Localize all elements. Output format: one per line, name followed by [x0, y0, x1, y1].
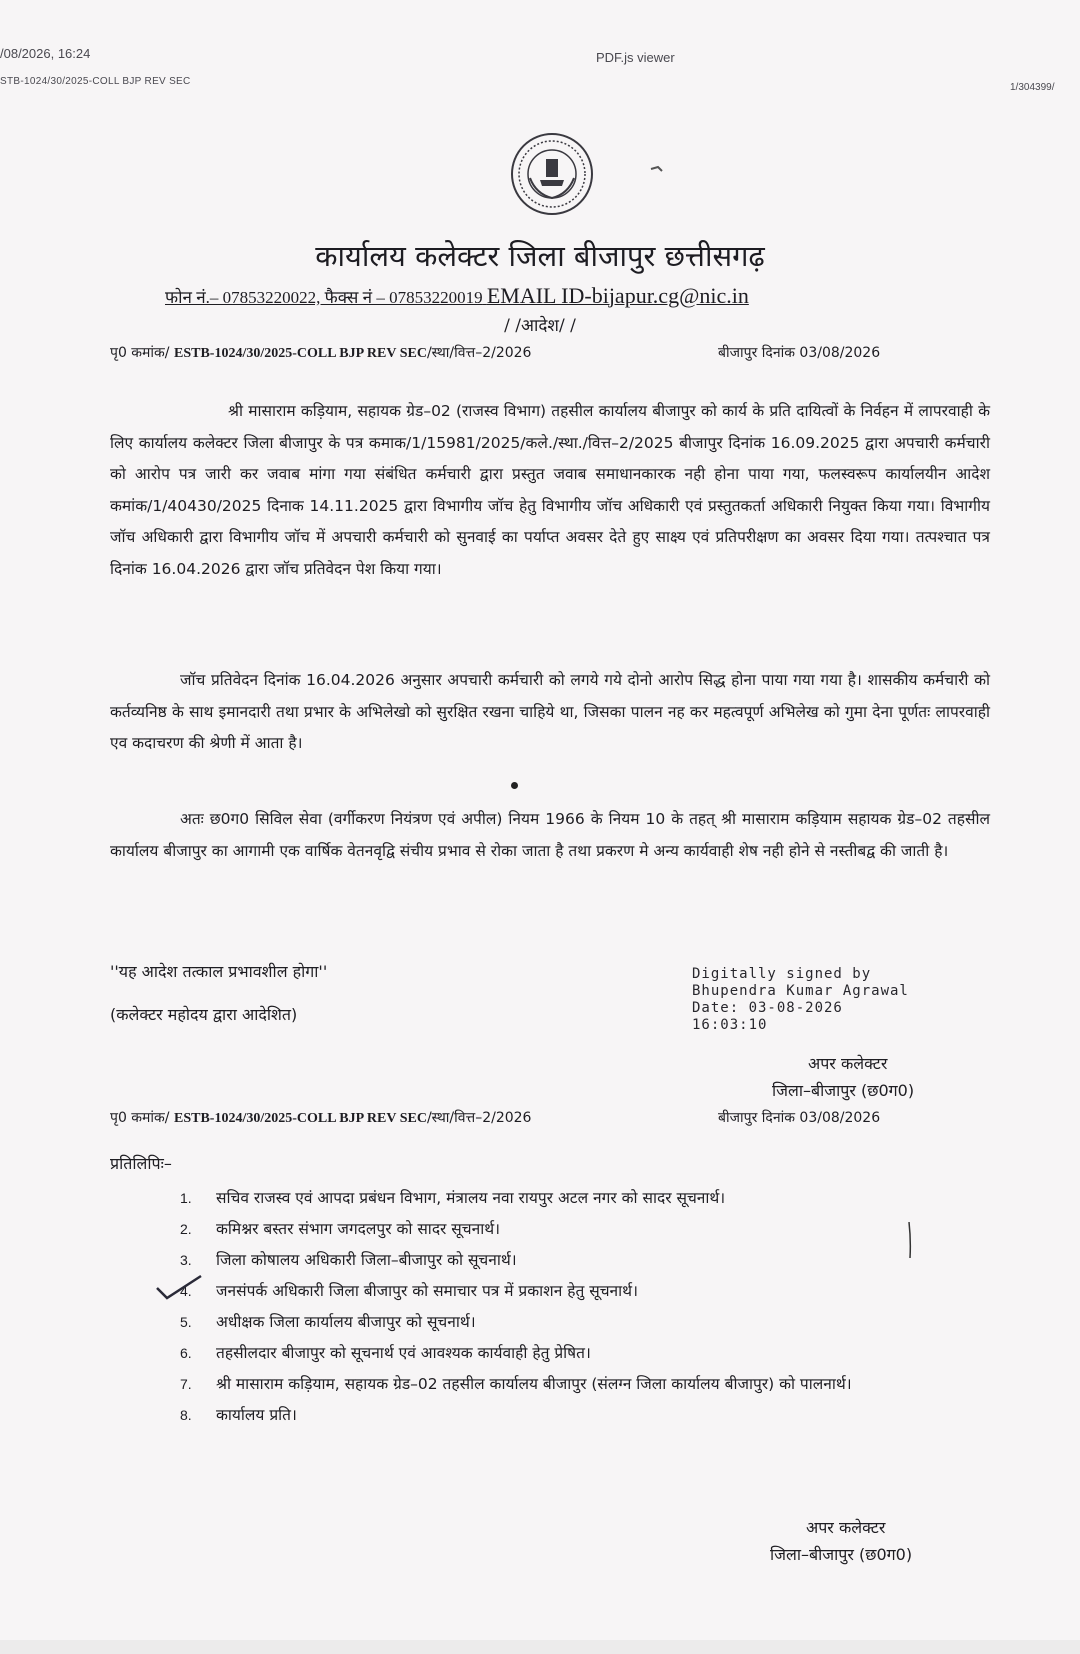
copy-to-list	[180, 1183, 1000, 1431]
list-item: 8. कार्यालय प्रति।	[180, 1406, 297, 1424]
print-date-time: /08/2026, 16:24	[0, 46, 91, 61]
ref-number: ESTB-1024/30/2025-COLL BJP REV SEC	[173, 1111, 427, 1126]
ref-prefix: पृ0 कमांक/	[110, 1110, 170, 1126]
stray-mark-icon	[650, 164, 664, 174]
reference-line	[110, 343, 881, 362]
body-paragraph-1: श्री मासाराम कड़ियाम, सहायक ग्रेड–02 (राजस्व विभाग) तहसील कार्यालय बीजापुर को कार्य के प्रति दायित्वों के निर्वहन में लापरवाही के लिए कार्यालय कलेक्टर जिला बीजापुर के पत्र कमाक/1/15981/2025/कले./स्था./वित्त–2/2025 बीजापुर दिनांक 16.09.2025 द्वारा अपचारी कर्मचारी को आरोप पत्र जारी कर जवाब मांगा गया संबंधित कर्मचारी द्वारा प्रस्तुत जवाब समाधानकारक नही होना पाया गया, फलस्वरूप कार्यालयीन आदेश कमांक/1/40430/2025 दिनाक 14.11.2025 द्वारा विभागीय जॉच हेतु विभागीय जॉच अधिकारी एवं प्रस्तुतकर्ता अधिकारी नियुक्त किया गया। विभागीय जॉच अधिकारी द्वारा विभागीय जॉच में अपचारी कर्मचारी को सुनवाई का पर्याप्त अवसर देते हुए साक्ष्य एवं प्रतिपरीक्षण का अवसर दिया गया। तत्पश्चात पत्र दिनांक 16.04.2026 द्वारा जॉच प्रतिवेदन पेश किया गया।	[110, 402, 990, 578]
stray-pen-mark-icon	[908, 1222, 912, 1258]
signatory-district: जिला–बीजापुर (छ0ग0)	[772, 1081, 915, 1100]
signatory-district-footer: जिला–बीजापुर (छ0ग0)	[770, 1545, 913, 1564]
effect-note: ''यह आदेश तत्काल प्रभावशील होगा''	[110, 962, 328, 981]
ref-suffix: /स्था/वित्त–2/2026	[426, 345, 532, 361]
signature-line-4: 16:03:10	[692, 1017, 768, 1033]
body-paragraph-2: जॉच प्रतिवेदन दिनांक 16.04.2026 अनुसार अपचारी कर्मचारी को लगये गये दोनो आरोप सिद्ध होना पाया गया गया है। शासकीय कर्मचारी को कर्तव्यनिष्ठ के साथ इमानदारी तथा प्रभार के अभिलेखो को सुरक्षित रखना चाहिये था, जिसका पालन नह कर महत्वपूर्ण अभिलेख को गुमा देना पूर्णतः लापरवाही एव कदाचरण की श्रेणी में आता है।	[110, 671, 990, 752]
state-emblem-icon	[510, 132, 594, 216]
ref-suffix: /स्था/वित्त–2/2026	[426, 1110, 532, 1126]
signatory-designation-footer: अपर कलेक्टर	[806, 1518, 886, 1537]
body-paragraph-3: अतः छ0ग0 सिविल सेवा (वर्गीकरण नियंत्रण एवं अपील) नियम 1966 के नियम 10 के तहत् श्री मासाराम कड़ियाम सहायक ग्रेड–02 तहसील कार्यालय बीजापुर का आगामी एक वार्षिक वेतनवृद्वि संचीय प्रभाव से रोका जाता है तथा प्रकरण मे अन्य कार्यवाही शेष नही होने से नस्तीबद्व की जाती है।	[110, 810, 990, 860]
list-item: 4. जनसंपर्क अधिकारी जिला बीजापुर को समाचार पत्र में प्रकाशन हेतु सूचनार्थ।	[180, 1282, 638, 1300]
phone-fax: फोन नं.– 07853220022, फैक्स नं – 07853220019	[165, 288, 483, 307]
page-reference: 1/304399/	[1010, 82, 1055, 93]
ordered-by: (कलेक्टर महोदय द्वारा आदेशित)	[110, 1005, 298, 1024]
ref-date: बीजापुर दिनांक 03/08/2026	[718, 345, 881, 361]
contact-line	[165, 283, 749, 309]
handwritten-tick-icon	[155, 1274, 203, 1300]
list-item: 6. तहसीलदार बीजापुर को सूचनार्थ एवं आवश्यक कार्यवाही हेतु प्रेषित।	[180, 1344, 591, 1362]
ref-prefix: पृ0 कमांक/	[110, 345, 170, 361]
reference-line-copy	[110, 1108, 881, 1127]
ref-date: बीजापुर दिनांक 03/08/2026	[718, 1110, 881, 1126]
viewer-title: PDF.js viewer	[596, 50, 675, 65]
signatory-designation: अपर कलेक्टर	[808, 1054, 888, 1073]
office-title: कार्यालय कलेक्टर जिला बीजापुर छत्तीसगढ़	[315, 239, 765, 273]
list-item: 3. जिला कोषालय अधिकारी जिला–बीजापुर को सूचनार्थ।	[180, 1251, 517, 1269]
signature-line-2: Bhupendra Kumar Agrawal	[692, 983, 909, 999]
ink-dot	[511, 782, 518, 789]
email-id: EMAIL ID-bijapur.cg@nic.in	[486, 283, 749, 308]
list-item: 7. श्री मासाराम कड़ियाम, सहायक ग्रेड–02 तहसील कार्यालय बीजापुर (संलग्न जिला कार्यालय बीजापुर) को पालनार्थ।	[180, 1375, 852, 1393]
ref-number: ESTB-1024/30/2025-COLL BJP REV SEC	[173, 346, 427, 361]
copy-to-label: प्रतिलिपिः–	[110, 1154, 172, 1173]
list-item: 2. कमिश्नर बस्तर संभाग जगदलपुर को सादर सूचनार्थ।	[180, 1220, 501, 1238]
digital-signature	[692, 966, 909, 1034]
signature-line-3: Date: 03-08-2026	[692, 1000, 843, 1016]
list-item: 1. सचिव राजस्व एवं आपदा प्रबंधन विभाग, मंत्रालय नवा रायपुर अटल नगर को सादर सूचनार्थ।	[180, 1189, 726, 1207]
file-reference-header: STB-1024/30/2025-COLL BJP REV SEC	[0, 76, 191, 87]
list-item: 5. अधीक्षक जिला कार्यालय बीजापुर को सूचनार्थ।	[180, 1313, 476, 1331]
signature-line-1: Digitally signed by	[692, 966, 872, 982]
order-label: / /आदेश/ /	[504, 316, 576, 336]
